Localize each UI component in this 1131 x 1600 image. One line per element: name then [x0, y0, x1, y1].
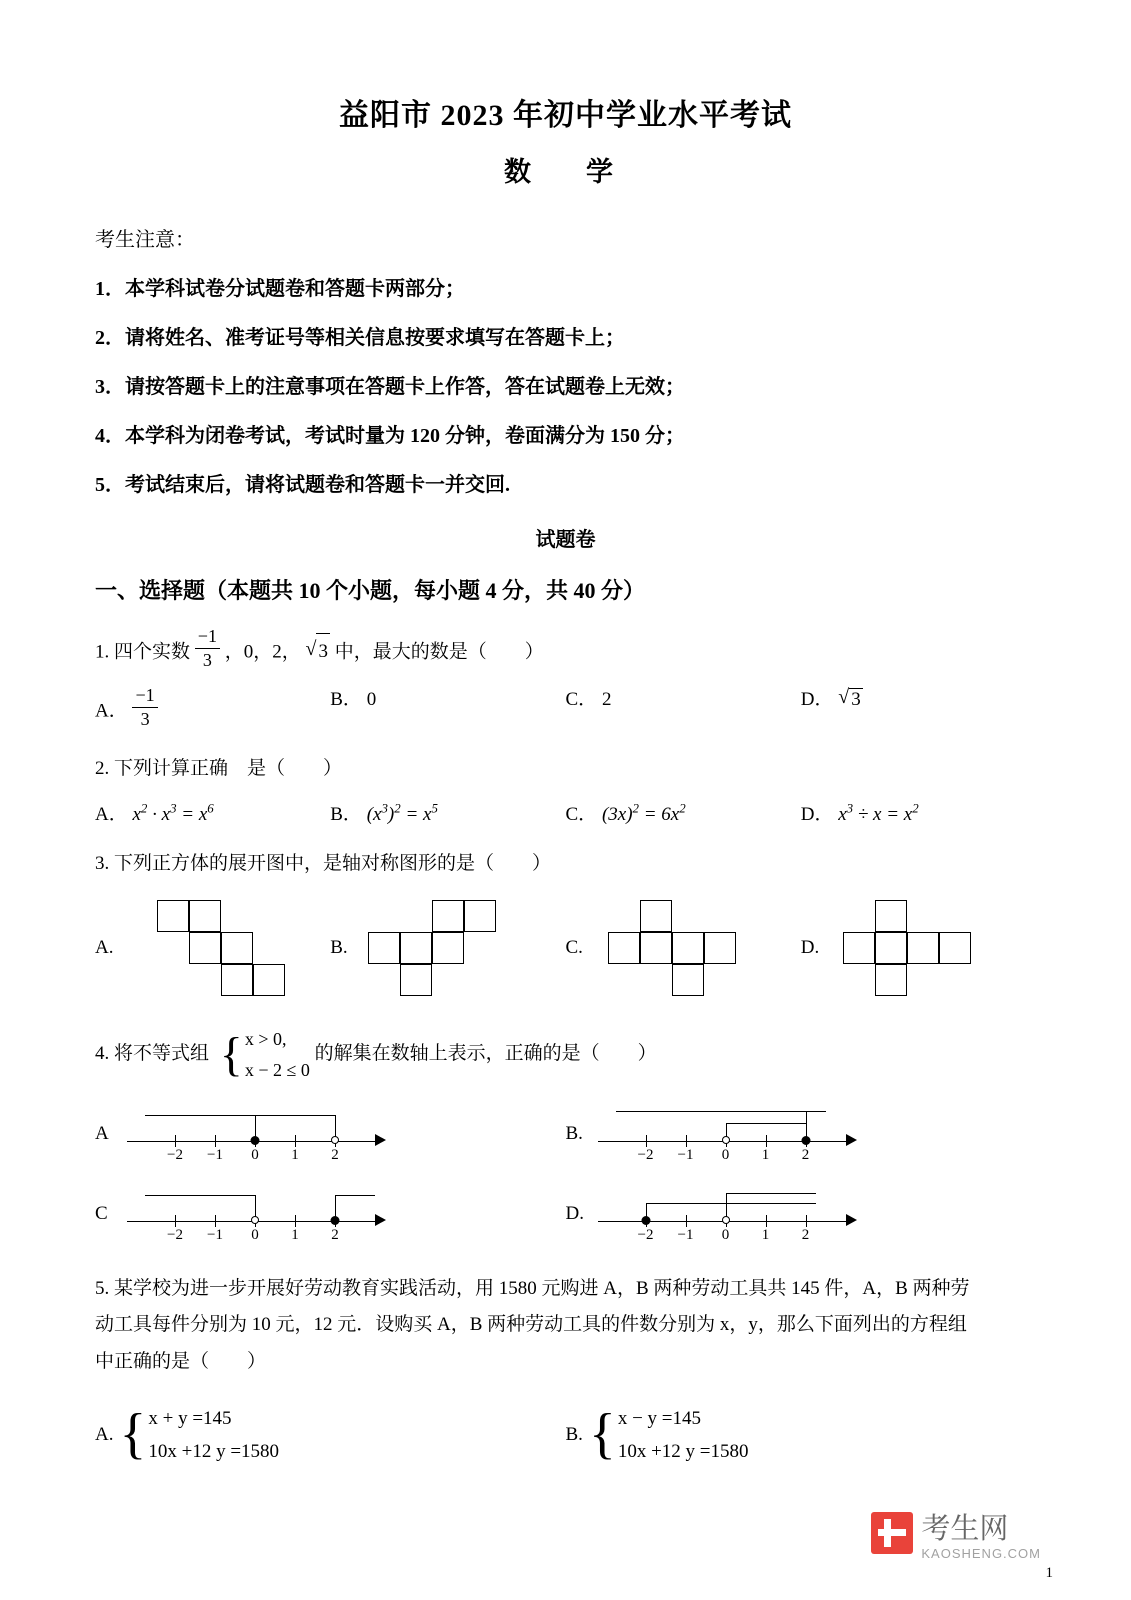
subject-title: 数 学 — [504, 157, 627, 187]
logo-mark-icon — [871, 1512, 913, 1554]
notice-item-3: 3．请按答题卡上的注意事项在答题卡上作答，答在试题卷上无效； — [95, 376, 685, 398]
q5-option-a[interactable]: A. { x + y =145 10x +12 y =1580 — [95, 1402, 280, 1465]
notice-item-5: 5．考试结束后，请将试题卷和答题卡一并交回. — [95, 474, 510, 496]
q1-options — [95, 684, 1036, 731]
q4-option-c[interactable]: C −2 −1 0 1 2 — [95, 1183, 566, 1245]
q1-stem-mid: ，0，2， — [224, 641, 301, 663]
section-heading: 一、选择题（本题共 10 个小题，每小题 4 分，共 40 分） — [95, 578, 646, 603]
q1-option-c[interactable]: C． 2 — [565, 689, 612, 710]
q5-stem-line1: 某学校为进一步开展好劳动教育实践活动，用 1580 元购进 A，B 两种劳动工具共 145 件，A，B 两种劳 — [114, 1278, 970, 1300]
q4-system: { x > 0, x − 2 ≤ 0 — [219, 1028, 310, 1082]
q3-option-b[interactable]: B. — [330, 898, 565, 998]
q4-option-b[interactable]: B. −2 −1 0 1 2 — [566, 1103, 1037, 1165]
q2-option-c[interactable]: C． $(3x)^2 = 6x^2$ — [565, 800, 686, 826]
q1-option-a[interactable]: A． $\frac{-1}{3}$ — [95, 684, 330, 731]
q4-stem-post: 的解集在数轴上表示，正确的是（ ） — [314, 1043, 657, 1065]
q2-number: 2. — [95, 758, 110, 779]
q4-option-a[interactable]: A −2 −1 0 1 2 — [95, 1103, 566, 1165]
question-1 — [95, 625, 1036, 672]
notice-heading: 考生注意： — [95, 229, 195, 251]
q4-stem-pre: 将不等式组 — [114, 1043, 210, 1065]
q5-number: 5. — [95, 1278, 110, 1300]
q5-stem-line2: 动工具每件分别为 10 元，12 元．设购买 A，B 两种劳动工具的件数分别为 x，y，那么下面列出的方程组 — [95, 1314, 967, 1336]
q5-option-b[interactable]: B. { x − y =145 10x +12 y =1580 — [565, 1402, 749, 1465]
q2-option-d[interactable]: D． $x^3 \div x = x^2$ — [800, 800, 919, 826]
q1-option-b[interactable]: B． 0 — [330, 689, 377, 710]
q2-option-a[interactable]: A． $x^2 \cdot x^3 = x^6$ — [95, 800, 214, 826]
q1-option-d[interactable]: D． √ 3 — [801, 684, 1036, 731]
q1-option-d-sqrt: √ 3 — [838, 688, 863, 711]
question-4 — [95, 1024, 1036, 1085]
number-line-b: −2 −1 0 1 2 — [598, 1103, 868, 1165]
paper-label: 试题卷 — [535, 529, 596, 551]
question-2 — [95, 751, 1036, 787]
q5-options — [95, 1402, 1036, 1469]
q2-option-b[interactable]: B． $(x^3)^2 = x^5$ — [330, 800, 438, 826]
q3-option-a[interactable]: A. — [95, 898, 330, 998]
cube-net-c-icon — [600, 898, 750, 998]
q1-stem-post: 中，最大的数是（ ） — [334, 641, 544, 663]
q4-options-row-2 — [95, 1183, 1036, 1245]
q3-option-d[interactable]: D. — [801, 898, 1036, 998]
page-number: 1 — [1045, 1565, 1053, 1581]
notice-item-1: 1．本学科试卷分试题卷和答题卡两部分； — [95, 278, 465, 300]
q3-option-c[interactable]: C. — [566, 898, 801, 998]
q1-option-a-fraction: $\frac{-1}{3}$ — [132, 684, 157, 731]
page-title: 益阳市 2023 年初中学业水平考试 — [339, 99, 792, 132]
number-line-c: −2 −1 0 1 2 — [127, 1183, 397, 1245]
q4-options-row-1 — [95, 1103, 1036, 1165]
q3-number: 3. — [95, 853, 110, 875]
watermark-logo — [871, 1506, 1041, 1560]
cube-net-b-icon — [364, 898, 534, 998]
number-line-d: −2 −1 0 1 2 — [598, 1183, 868, 1245]
notice-item-2: 2．请将姓名、准考证号等相关信息按要求填写在答题卡上； — [95, 327, 625, 349]
notice-item-4: 4．本学科为闭卷考试，考试时量为 120 分钟，卷面满分为 150 分； — [95, 425, 685, 447]
q5-stem-line3: 中正确的是（ ） — [95, 1350, 267, 1372]
q3-options — [95, 898, 1036, 998]
q1-fraction: $\frac{-1}{3}$ — [195, 625, 220, 672]
q4-number: 4. — [95, 1043, 110, 1065]
question-3 — [95, 846, 1036, 882]
q3-stem: 下列正方体的展开图中，是轴对称图形的是（ ） — [114, 853, 552, 875]
question-5 — [95, 1271, 1036, 1379]
cube-net-d-icon — [835, 898, 985, 998]
q2-stem: 下列计算正确 是（ ） — [114, 758, 343, 779]
watermark-text: 考生网 — [921, 1513, 1009, 1545]
watermark-subtext: KAOSHENG.COM — [921, 1546, 1041, 1561]
q1-number: 1. — [95, 641, 110, 663]
cube-net-a-icon — [129, 898, 269, 998]
q1-stem-pre: 四个实数 — [114, 641, 191, 663]
number-line-a: −2 −1 0 1 2 — [127, 1103, 397, 1165]
q4-option-d[interactable]: D. −2 −1 0 1 2 — [566, 1183, 1037, 1245]
q1-sqrt: √ 3 — [305, 633, 330, 670]
q2-options — [95, 799, 1036, 826]
